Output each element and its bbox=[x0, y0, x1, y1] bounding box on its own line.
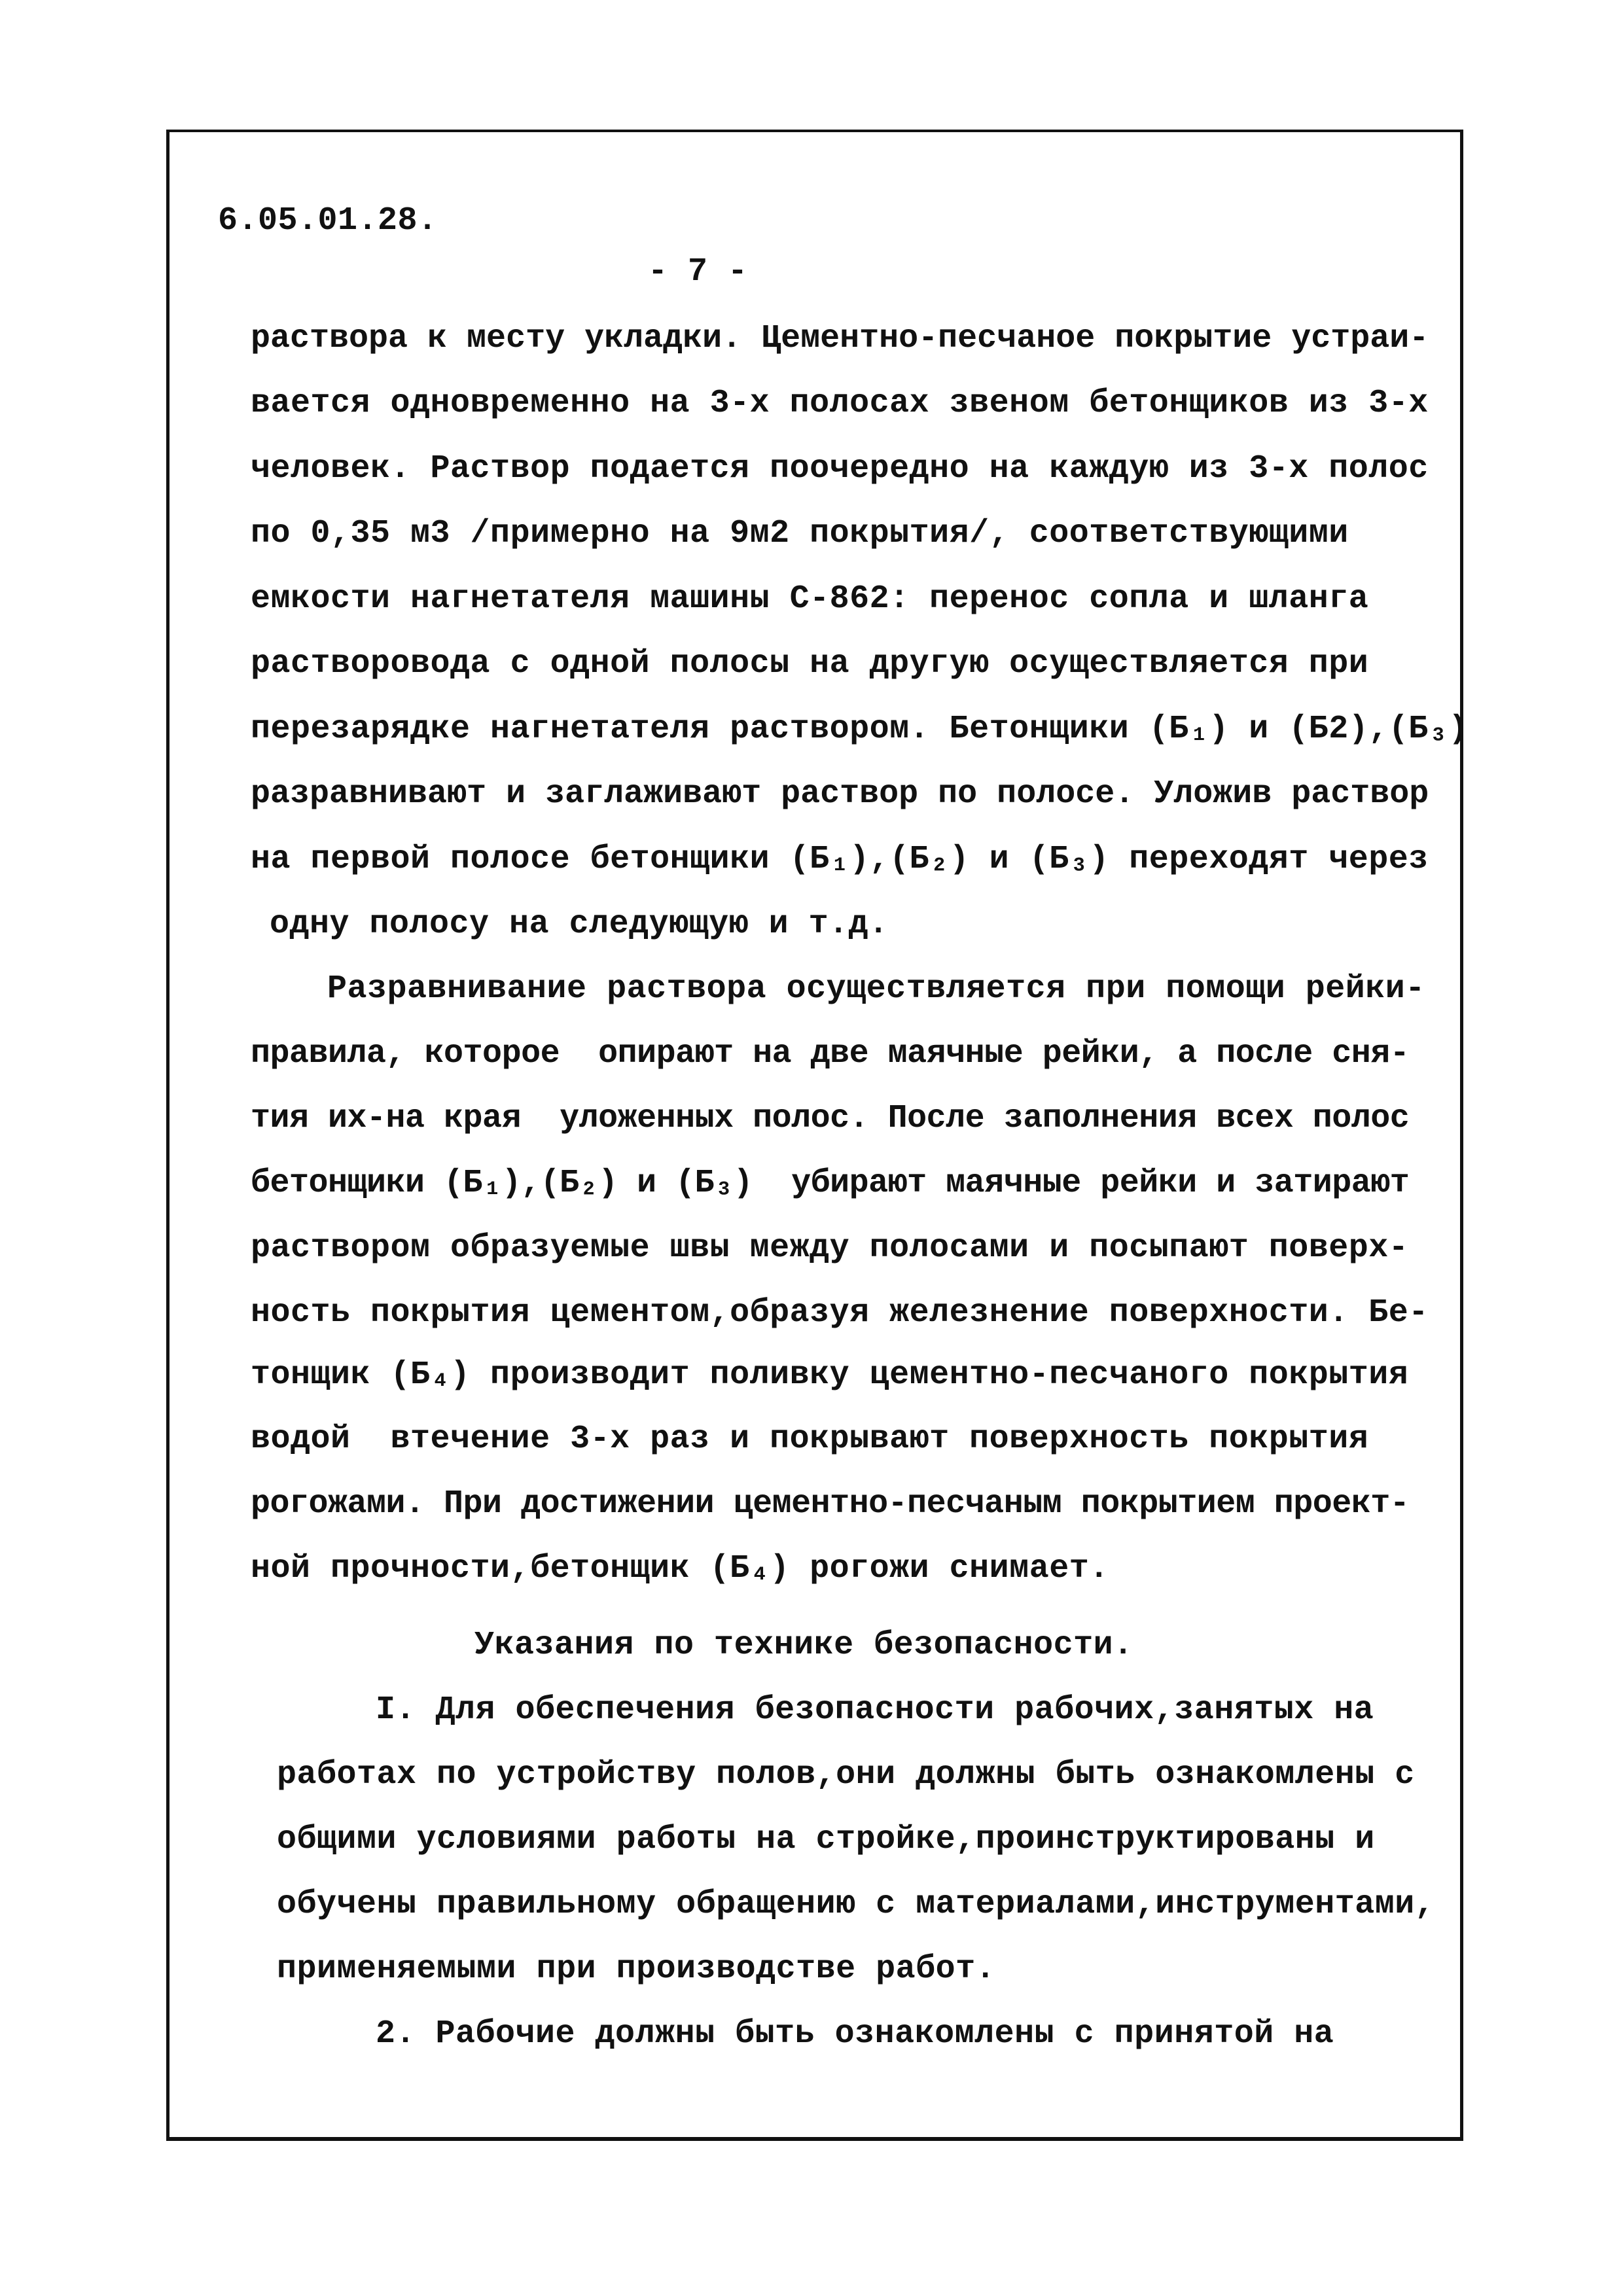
text-line: работах по устройству полов,они должны быть ознакомлены с bbox=[277, 1756, 1415, 1793]
text-line: по 0,35 м3 /примерно на 9м2 покрытия/, соответствующими bbox=[251, 515, 1349, 552]
text-line: одну полосу на следующую и т.д. bbox=[270, 906, 889, 943]
text-line: рогожами. При достижении цементно-песчаным покрытием проект- bbox=[251, 1485, 1410, 1523]
text-line: применяемыми при производстве работ. bbox=[277, 1951, 996, 1988]
text-line: раствором образуемые швы между полосами и посыпают поверх- bbox=[251, 1229, 1409, 1267]
text-line: вается одновременно на 3-х полосах звеном бетонщиков из 3-х bbox=[251, 385, 1429, 422]
text-line: ной прочности,бетонщик (Б₄) рогожи снимает. bbox=[251, 1550, 1109, 1587]
text-line: Разравнивание раствора осуществляется при помощи рейки- bbox=[327, 970, 1425, 1008]
text-line: бетонщики (Б₁),(Б₂) и (Б₃) убирают маячные рейки и затирают bbox=[251, 1165, 1410, 1202]
text-line: водой втечение 3-х раз и покрывают поверхность покрытия bbox=[251, 1421, 1369, 1458]
page-number: - 7 - bbox=[648, 253, 748, 291]
text-line: ность покрытия цементом,образуя железнение поверхности. Бе- bbox=[251, 1294, 1429, 1332]
text-line: 2. Рабочие должны быть ознакомлены с принятой на bbox=[376, 2015, 1334, 2053]
text-line: обучены правильному обращению с материалами,инструментами, bbox=[277, 1886, 1435, 1923]
text-line: тия их-на края уложенных полос. После заполнения всех полос bbox=[251, 1100, 1410, 1137]
document-code: 6.05.01.28. bbox=[218, 202, 438, 239]
text-line: тонщик (Б₄) производит поливку цементно-песчаного покрытия bbox=[251, 1356, 1409, 1394]
text-line: правила, которое опирают на две маячные рейки, а после сня- bbox=[251, 1035, 1410, 1072]
text-line: раствора к месту укладки. Цементно-песчаное покрытие устраи- bbox=[251, 320, 1429, 357]
text-line: емкости нагнетателя машины С-862: перенос сопла и шланга bbox=[251, 580, 1369, 618]
text-line: общими условиями работы на стройке,проинструктированы и bbox=[277, 1821, 1375, 1858]
text-line: на первой полосе бетонщики (Б₁),(Б₂) и (Б₃) переходят через bbox=[251, 841, 1429, 878]
text-line: разравнивают и заглаживают раствор по полосе. Уложив раствор bbox=[251, 775, 1429, 813]
text-line: растворовода с одной полосы на другую осуществляется при bbox=[251, 645, 1369, 682]
text-line: человек. Раствор подается поочередно на каждую из 3-х полос bbox=[251, 450, 1429, 487]
text-line: I. Для обеспечения безопасности рабочих,занятых на bbox=[376, 1691, 1374, 1729]
section-heading: Указания по технике безопасности. bbox=[474, 1627, 1133, 1664]
text-line: перезарядке нагнетателя раствором. Бетонщики (Б₁) и (Б2),(Б₃) bbox=[251, 711, 1469, 748]
